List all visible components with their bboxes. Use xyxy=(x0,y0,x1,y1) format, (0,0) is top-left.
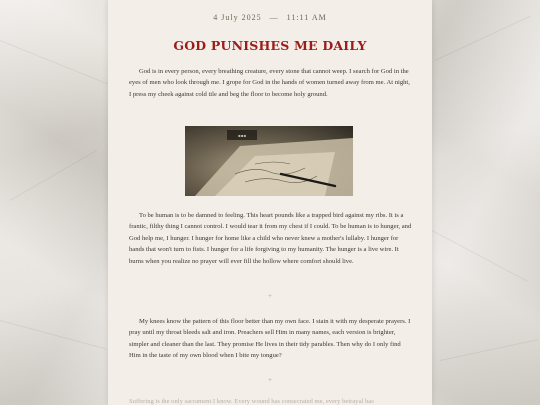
post-time: 11:11 AM xyxy=(286,13,327,22)
background-crease xyxy=(0,320,106,349)
background-crease xyxy=(432,230,528,282)
post-paragraph-2: To be human is to be damned to feeling. This heart pounds like a trapped bird against my ribs. It is a frantic, filthy thing I cannot control. I would tear it from my chest if I could. To be human is to hunger, and God help me, I hunger. I hunger for home like a child who never knew a mother's lullaby. I hunger for hands that won't turn to fists. I hunger for a life forgiving to my humanity. The hunger is a live wire. It burns when you realize no prayer will ever fill the hollow where comfort should live. xyxy=(129,212,412,265)
post-paragraph-3: My knees know the pattern of this floor better than my own face. I stain it with my desperate prayers. I pray until my throat bleeds salt and iron. Preachers sell Him in many names, each version is brighter, simpler and cleaner than the last. They promise He lives in their tidy parables. Then why do I only find Him in the taste of my own blood when I bite my tongue? xyxy=(129,318,411,360)
post-date: 4 July 2025 xyxy=(213,13,262,22)
section-divider: + xyxy=(268,376,272,384)
post-paragraph-4-partial: Suffering is the only sacrament I know. Every wound has consecrated me, every betrayal has xyxy=(129,398,374,405)
post-title: GOD PUNISHES ME DAILY xyxy=(173,38,367,53)
background-crease xyxy=(10,150,97,201)
background-crease xyxy=(435,16,531,61)
desk-with-papers-and-pen-photo xyxy=(185,126,353,196)
background-crease xyxy=(0,40,111,86)
svg-text:▪▪▪: ▪▪▪ xyxy=(237,133,247,138)
post-image xyxy=(185,126,353,196)
post-paragraph-1: God is in every person, every breathing creature, every stone that cannot weep. I search for God in the eyes of men who look through me. I grope for God in the hands of women turned away from me. At night, I press my cheek against cold tile and beg the floor to become holy ground. xyxy=(129,68,410,98)
post-page xyxy=(108,0,432,405)
post-meta: 4 July 2025 — 11:11 AM xyxy=(213,13,327,22)
background-crease xyxy=(440,339,538,361)
section-divider: + xyxy=(268,292,272,300)
